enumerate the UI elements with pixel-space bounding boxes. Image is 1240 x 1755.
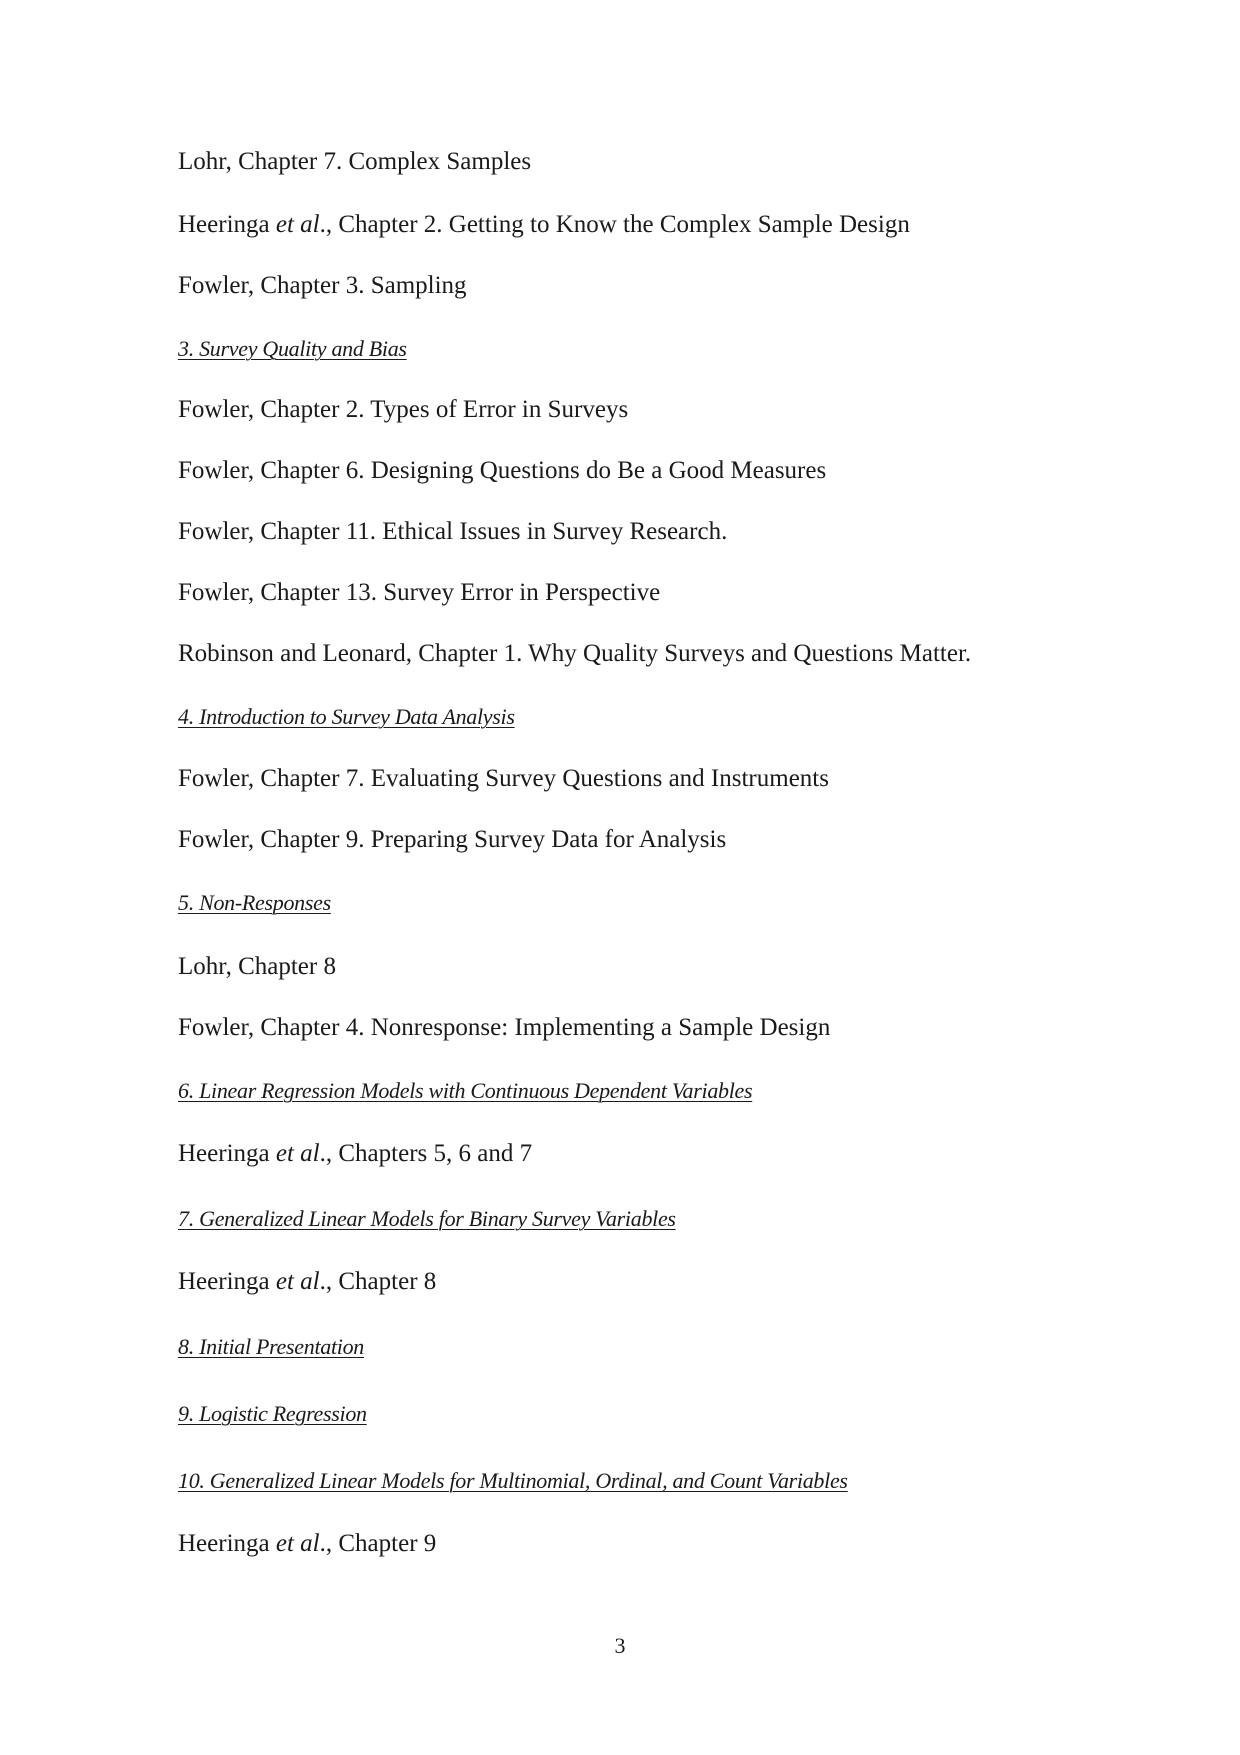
section-heading: 7. Generalized Linear Models for Binary Survey Variables — [178, 1206, 676, 1231]
reference-line: Fowler, Chapter 11. Ethical Issues in Survey Research. — [178, 518, 728, 545]
reference-line: Fowler, Chapter 13. Survey Error in Perspective — [178, 579, 661, 606]
section-heading: 8. Initial Presentation — [178, 1334, 364, 1359]
reference-line — [178, 210, 910, 240]
section-heading: 5. Non-Responses — [178, 890, 331, 915]
reference-line: Fowler, Chapter 3. Sampling — [178, 272, 467, 299]
reference-author: Heeringa — [178, 1530, 276, 1557]
page-number: 3 — [614, 1633, 626, 1658]
reference-rest: ., Chapter 9 — [319, 1530, 437, 1557]
section-heading: 4. Introduction to Survey Data Analysis — [178, 704, 515, 729]
reference-author: Heeringa — [178, 1140, 276, 1167]
reference-line: Fowler, Chapter 2. Types of Error in Surveys — [178, 396, 629, 423]
reference-line: Fowler, Chapter 7. Evaluating Survey Questions and Instruments — [178, 765, 829, 792]
reference-line — [178, 1529, 436, 1559]
reference-rest: ., Chapter 8 — [319, 1268, 437, 1295]
reference-author: Heeringa — [178, 1268, 276, 1295]
reference-et-al: et al — [275, 1140, 320, 1167]
reference-line: Fowler, Chapter 6. Designing Questions do Be a Good Measures — [178, 457, 827, 484]
reference-line: Lohr, Chapter 8 — [178, 953, 336, 980]
reference-et-al: et al — [275, 211, 320, 238]
reference-line — [178, 1139, 532, 1169]
reference-line: Fowler, Chapter 4. Nonresponse: Implementing a Sample Design — [178, 1014, 831, 1041]
reference-et-al: et al — [275, 1268, 320, 1295]
reference-rest: ., Chapters 5, 6 and 7 — [319, 1140, 533, 1167]
reference-rest: ., Chapter 2. Getting to Know the Complex Sample Design — [319, 211, 910, 238]
section-heading: 10. Generalized Linear Models for Multinomial, Ordinal, and Count Variables — [178, 1468, 848, 1493]
reference-line: Robinson and Leonard, Chapter 1. Why Quality Surveys and Questions Matter. — [178, 640, 972, 667]
reference-author: Heeringa — [178, 211, 276, 238]
reference-line: Lohr, Chapter 7. Complex Samples — [178, 148, 532, 175]
section-heading: 6. Linear Regression Models with Continuous Dependent Variables — [178, 1078, 753, 1103]
section-heading: 3. Survey Quality and Bias — [178, 336, 407, 361]
section-heading: 9. Logistic Regression — [178, 1401, 367, 1426]
reference-line — [178, 1267, 436, 1297]
reference-et-al: et al — [275, 1530, 320, 1557]
reference-line: Fowler, Chapter 9. Preparing Survey Data for Analysis — [178, 826, 727, 853]
